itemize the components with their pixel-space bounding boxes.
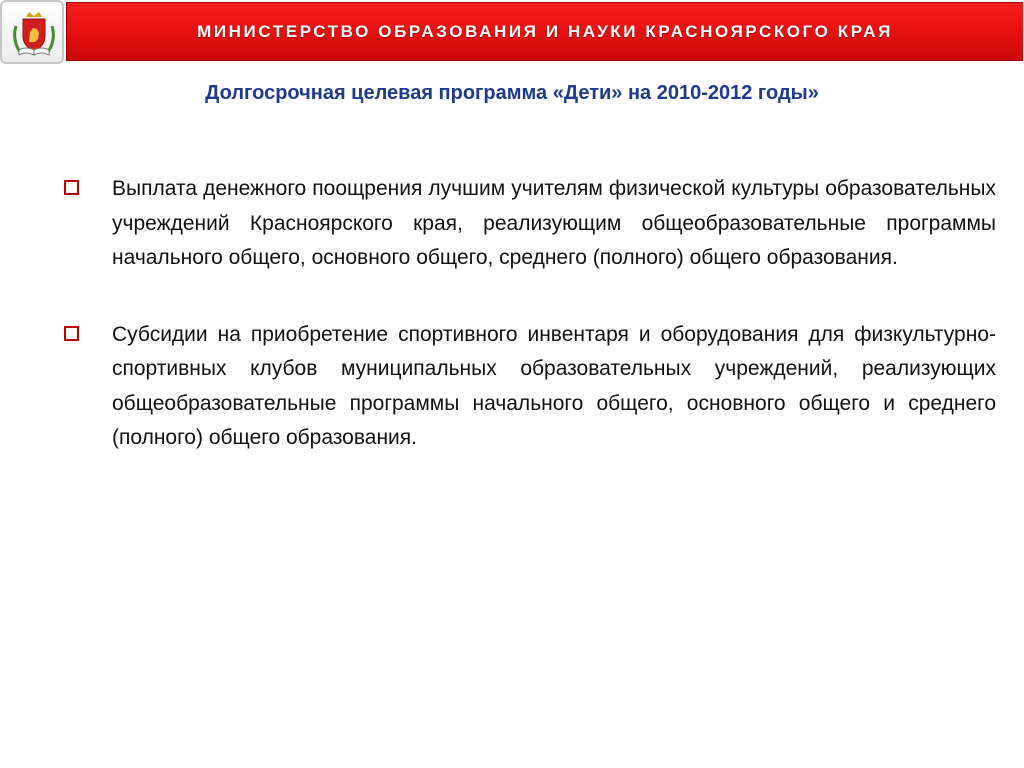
- list-item: [60, 318, 996, 456]
- ministry-logo: [0, 0, 64, 64]
- square-bullet-icon: [64, 180, 79, 195]
- header-bar: [66, 2, 1023, 61]
- bullet-text: Выплата денежного поощрения лучшим учителям физической культуры образовательных учреждений Красноярского края, реализующим общеобразовательные программы начального общего, основного общего, среднего (полного) общего образования.: [112, 177, 996, 269]
- program-title: Долгосрочная целевая программа «Дети» на 2010-2012 годы»: [205, 82, 819, 104]
- list-item: [60, 172, 996, 276]
- square-bullet-icon: [64, 326, 79, 341]
- ministry-title: МИНИСТЕРСТВО ОБРАЗОВАНИЯ И НАУКИ КРАСНОЯРСКОГО КРАЯ: [197, 21, 893, 41]
- coat-of-arms-icon: [6, 6, 62, 62]
- bullet-text: Субсидии на приобретение спортивного инвентаря и оборудования для физкультурно-спортивных клубов муниципальных образовательных учреждений, реализующих общеобразовательные программы начального общего, основного общего и среднего (полного) общего образования.: [112, 322, 996, 449]
- bullet-list: [60, 172, 996, 498]
